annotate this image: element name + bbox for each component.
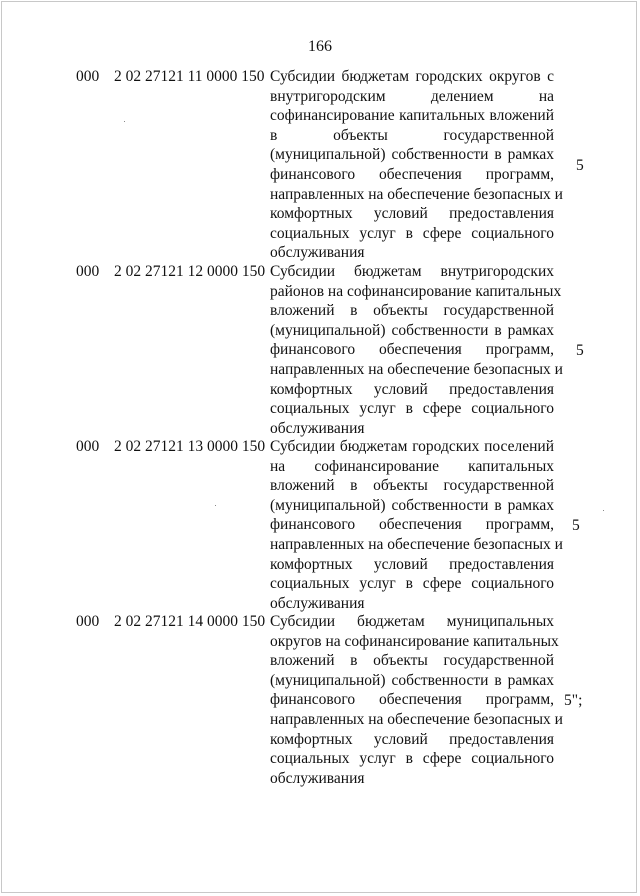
description-line: в объекты государственной: [270, 126, 554, 144]
description-line: направленных на обеспечение безопасных и: [270, 185, 563, 203]
description-line: (муниципальной) собственности в рамках: [270, 496, 554, 514]
scan-speck: [124, 121, 125, 122]
admin-code: 000: [76, 613, 100, 630]
description-line: направленных на обеспечение безопасных и: [270, 535, 563, 553]
revenue-code: 2 02 27121 14 0000 150: [114, 613, 266, 630]
description-line: обслуживания: [270, 419, 365, 437]
description-line: социальных услуг в сфере социального: [270, 750, 554, 768]
page-number: 166: [308, 38, 332, 55]
description: [270, 437, 563, 613]
scan-speck: [215, 505, 216, 506]
description-line: обслуживания: [270, 244, 365, 262]
description-line: комфортных условий предоставления: [270, 730, 554, 748]
scan-speck: [603, 510, 604, 511]
description: [270, 262, 563, 438]
description-line: софинансирование капитальных вложений: [270, 107, 554, 125]
amount-value: 5";: [564, 692, 583, 709]
description-line: социальных услуг в сфере социального: [270, 224, 554, 242]
description-line: Субсидии бюджетам городских округов с: [270, 68, 554, 85]
revenue-code: 2 02 27121 13 0000 150: [114, 438, 266, 455]
admin-code: 000: [76, 438, 100, 455]
amount-value: 5: [572, 517, 580, 534]
description: [270, 67, 563, 263]
admin-code: 000: [76, 263, 100, 280]
description-line: Субсидии бюджетам городских поселений: [270, 438, 554, 455]
description-line: Субсидии бюджетам внутригородских: [270, 263, 554, 280]
description-line: комфортных условий предоставления: [270, 555, 554, 573]
revenue-code: 2 02 27121 12 0000 150: [114, 263, 266, 280]
description-line: районов на софинансирование капитальных: [270, 282, 562, 300]
description-line: на софинансирование капитальных: [270, 457, 554, 475]
description-line: комфортных условий предоставления: [270, 205, 554, 223]
description-line: финансового обеспечения программ,: [270, 516, 554, 534]
description-line: вложений в объекты государственной: [270, 477, 554, 495]
description-line: обслуживания: [270, 769, 365, 787]
description-line: внутригородским делением на: [270, 87, 554, 105]
description-line: (муниципальной) собственности в рамках: [270, 321, 554, 339]
description-line: Субсидии бюджетам муниципальных: [270, 613, 554, 630]
description-line: финансового обеспечения программ,: [270, 165, 554, 183]
description-line: финансового обеспечения программ,: [270, 341, 554, 359]
amount-value: 5: [576, 157, 584, 174]
description: [270, 612, 563, 788]
description-line: округов на софинансирование капитальных: [270, 632, 559, 650]
description-line: вложений в объекты государственной: [270, 302, 554, 320]
description-line: направленных на обеспечение безопасных и: [270, 710, 563, 728]
description-line: вложений в объекты государственной: [270, 652, 554, 670]
description-line: направленных на обеспечение безопасных и: [270, 360, 563, 378]
description-line: социальных услуг в сфере социального: [270, 575, 554, 593]
description-line: комфортных условий предоставления: [270, 380, 554, 398]
description-line: обслуживания: [270, 594, 365, 612]
description-line: (муниципальной) собственности в рамках: [270, 671, 554, 689]
admin-code: 000: [76, 68, 100, 85]
description-line: финансового обеспечения программ,: [270, 691, 554, 709]
amount-value: 5: [576, 342, 584, 359]
revenue-code: 2 02 27121 11 0000 150: [114, 68, 265, 85]
description-line: (муниципальной) собственности в рамках: [270, 146, 554, 164]
description-line: социальных услуг в сфере социального: [270, 400, 554, 418]
